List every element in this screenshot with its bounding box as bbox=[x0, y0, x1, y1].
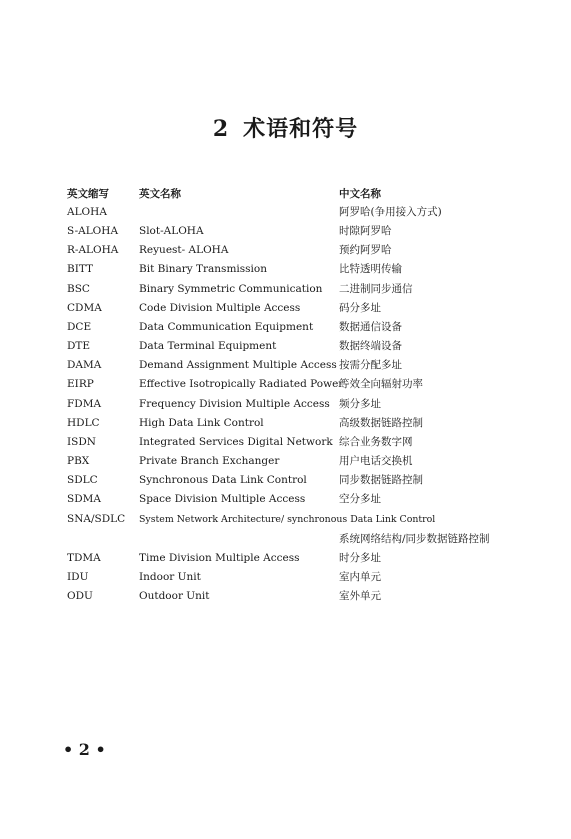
en-cell: Outdoor Unit bbox=[139, 590, 210, 602]
table-row bbox=[67, 490, 527, 509]
abbr-cell: BITT bbox=[67, 263, 94, 275]
en-cell: Integrated Services Digital Network bbox=[139, 436, 333, 448]
abbr-cell: DAMA bbox=[67, 359, 102, 371]
abbr-cell: S-ALOHA bbox=[67, 225, 119, 237]
en-cell: Reyuest- ALOHA bbox=[139, 244, 229, 256]
table-row bbox=[67, 375, 527, 394]
table-row bbox=[67, 433, 527, 452]
cn-cell: 室内单元 bbox=[339, 571, 381, 583]
en-cell: Effective Isotropically Radiated Power bbox=[139, 378, 344, 390]
cn-cell: 同步数据链路控制 bbox=[339, 474, 423, 486]
header-abbr: 英文缩写 bbox=[67, 188, 109, 200]
chapter-title-text: 术语和符号 bbox=[243, 116, 359, 142]
en-cell: Code Division Multiple Access bbox=[139, 302, 301, 314]
cn-cell: 高级数据链路控制 bbox=[339, 417, 423, 429]
cn-cell: 室外单元 bbox=[339, 590, 381, 602]
cn-cell: 综合业务数字网 bbox=[339, 436, 413, 448]
cn-cell: 数据通信设备 bbox=[339, 321, 402, 333]
cn-cell: 预约阿罗哈 bbox=[339, 244, 392, 256]
en-cell: Data Communication Equipment bbox=[139, 321, 314, 333]
abbr-cell: ALOHA bbox=[67, 206, 107, 218]
table-row bbox=[67, 318, 527, 337]
en-cell: High Data Link Control bbox=[139, 417, 264, 429]
en-cell: System Network Architecture/ synchronous Data Link Control bbox=[139, 514, 436, 525]
abbr-cell: DTE bbox=[67, 340, 91, 352]
table-row bbox=[67, 356, 527, 375]
en-cell: Frequency Division Multiple Access bbox=[139, 398, 330, 410]
table-row bbox=[67, 203, 527, 222]
table-row bbox=[67, 510, 527, 529]
table-row bbox=[67, 260, 527, 279]
page-number: • 2 • bbox=[63, 740, 106, 759]
cn-cell: 频分多址 bbox=[339, 398, 381, 410]
cn-cell: 二进制同步通信 bbox=[339, 283, 413, 295]
abbr-cell: PBX bbox=[67, 455, 90, 467]
chapter-title bbox=[0, 112, 571, 143]
cn-cell: 码分多址 bbox=[339, 302, 381, 314]
cn-cell: 时分多址 bbox=[339, 552, 381, 564]
en-cell: Indoor Unit bbox=[139, 571, 201, 583]
abbr-cell: ISDN bbox=[67, 436, 96, 448]
table-row bbox=[67, 549, 527, 568]
abbr-cell: SNA/SDLC bbox=[67, 513, 126, 525]
abbr-cell: EIRP bbox=[67, 378, 94, 390]
abbr-cell: HDLC bbox=[67, 417, 100, 429]
cn-cell: 等效全向辐射功率 bbox=[339, 378, 423, 390]
en-cell: Data Terminal Equipment bbox=[139, 340, 277, 352]
en-cell: Binary Symmetric Communication bbox=[139, 283, 323, 295]
table-row bbox=[67, 222, 527, 241]
en-cell: Time Division Multiple Access bbox=[139, 552, 300, 564]
abbr-cell: FDMA bbox=[67, 398, 102, 410]
abbr-cell: CDMA bbox=[67, 302, 102, 314]
cn-cell: 按需分配多址 bbox=[339, 359, 402, 371]
header-en: 英文名称 bbox=[139, 188, 181, 200]
table-row bbox=[67, 337, 527, 356]
en-cell: Synchronous Data Link Control bbox=[139, 474, 307, 486]
cn-cell: 数据终端设备 bbox=[339, 340, 402, 352]
cn-cell: 时隙阿罗哈 bbox=[339, 225, 392, 237]
table-row bbox=[67, 299, 527, 318]
table-header bbox=[67, 185, 527, 204]
abbr-cell: SDLC bbox=[67, 474, 98, 486]
header-cn: 中文名称 bbox=[339, 188, 381, 200]
table-row bbox=[67, 471, 527, 490]
cn-cell: 比特透明传输 bbox=[339, 263, 402, 275]
en-cell: Space Division Multiple Access bbox=[139, 493, 306, 505]
abbr-cell: TDMA bbox=[67, 552, 101, 564]
cn-cell: 系统网络结构/同步数据链路控制 bbox=[339, 533, 490, 545]
table-row bbox=[67, 587, 527, 606]
chapter-number: 2 bbox=[212, 116, 230, 142]
table-row bbox=[67, 568, 527, 587]
en-cell: Slot-ALOHA bbox=[139, 225, 204, 237]
abbr-cell: BSC bbox=[67, 283, 90, 295]
cn-cell: 用户电话交换机 bbox=[339, 455, 413, 467]
cn-cell: 空分多址 bbox=[339, 493, 381, 505]
abbr-cell: ODU bbox=[67, 590, 93, 602]
abbr-cell: R-ALOHA bbox=[67, 244, 119, 256]
cn-cell: 阿罗哈(争用接入方式) bbox=[339, 206, 442, 218]
table-row bbox=[67, 280, 527, 299]
table-row bbox=[67, 452, 527, 471]
abbr-cell: DCE bbox=[67, 321, 92, 333]
en-cell: Bit Binary Transmission bbox=[139, 263, 267, 275]
abbr-cell: SDMA bbox=[67, 493, 101, 505]
table-row bbox=[67, 241, 527, 260]
abbr-cell: IDU bbox=[67, 571, 89, 583]
table-row bbox=[67, 414, 527, 433]
en-cell: Private Branch Exchanger bbox=[139, 455, 280, 467]
table-row bbox=[67, 530, 527, 549]
table-row bbox=[67, 395, 527, 414]
en-cell: Demand Assignment Multiple Access bbox=[139, 359, 337, 371]
